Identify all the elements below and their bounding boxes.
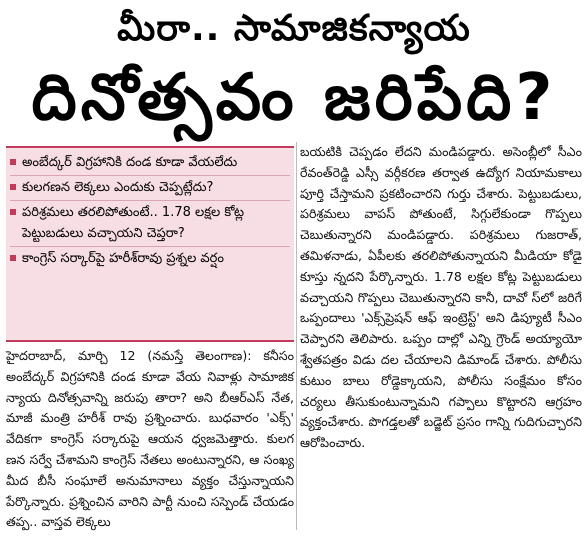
column-divider bbox=[296, 142, 297, 530]
highlight-text: పరిశ్రమలు తరలిపోతుంటే.. 1.78 లక్షల కోట్ల పెట్టుబడులు వచ్చాయని చెప్తరా? bbox=[22, 205, 245, 241]
highlight-text: కాంగ్రెస్ సర్కార్‌పై హరీశ్‌రావు ప్రశ్నల వర్షం bbox=[22, 251, 224, 266]
bullet-square-icon bbox=[10, 209, 16, 215]
headline-line-2: దినోత్సవం జరిపేది? bbox=[31, 61, 557, 135]
highlight-text: కులగణన లెక్కలు ఎందుకు చెప్పట్లేదు? bbox=[22, 180, 214, 195]
highlight-item bbox=[10, 151, 290, 176]
highlight-text: అంబేద్కర్ విగ్రహానికి దండ కూడా వేయలేదు bbox=[22, 155, 238, 170]
highlights-box bbox=[6, 146, 294, 342]
highlight-item bbox=[10, 201, 290, 247]
headline-line-1: మీరా.. సామాజికన్యాయ bbox=[117, 8, 471, 49]
article-column-left: హైదరాబాద్, మార్చి 12 (నమస్తే తెలంగాణ): కనీసం అంబేద్కర్ విగ్రహానికి దండ కూడా వేయ నివాళ్లు సామాజిక న్యాయ దినోత్సవాన్ని జరుపు తారా? అని బీఆర్ఎస్ నేత, మాజీ మంత్రి హరీశ్ రావు ప్రశ్నించారు. బుధవారం 'ఎక్స్' వేదికగా కాంగ్రెస్ సర్కారుపై ఆయన ధ్వజమెత్తారు. కులగ ణన సర్వే చేశామని కాంగ్రెస్ నేతలు అంటున్నారని, ఆ సంఖ్య మీద బీసీ సంఘాలే అనుమానాలు వ్యక్తం చేస్తున్నాయని పేర్కొన్నారు. ప్రశ్నించిన వారిని పార్టీ నుంచి సస్పెండ్ చేయడం తప్ప.. వాస్తవ లెక్కలు bbox=[6, 348, 294, 530]
bullet-square-icon bbox=[10, 159, 16, 165]
highlight-item bbox=[10, 176, 290, 201]
highlight-item bbox=[10, 247, 290, 271]
bullet-square-icon bbox=[10, 255, 16, 261]
bullet-square-icon bbox=[10, 184, 16, 190]
article-column-right: బయటికి చెప్పడం లేదని మండిపడ్డారు. అసెంబ్లీలో సీఎం రేవంత్‌రెడ్డి ఎస్సీ వర్గీకరణ తర్వాత ఉద్యోగ నియామకాలు పూర్తి చేస్తామని ప్రకటించారని గుర్తు చేశారు. పెట్టుబడులు, పరిశ్రమలు వాపస్ పోతుంటే, సిగ్గులేకుండా గొప్పలు చెబుతున్నారని మండిపడ్డారు. పరిశ్రమలు గుజరాత్, తమిళనాడు, ఏపీలకు తరలిపోతున్నాయని మీడియా కోడై కూస్తు న్నదని పేర్కొన్నారు. 1.78 లక్షల కోట్ల పెట్టుబడులు వచ్చాయని గొప్పలు చెబుతున్నారని కానీ, దావో స్‌లో జరిగే ఒప్పందాలు 'ఎక్స్‌ప్రెషన్ ఆఫ్ ఇంట్రెస్ట్' అని డిప్యూటీ సీఎం చెప్పారని తెలిపారు. ఒప్పం దాల్లో ఎన్ని గ్రౌండ్ అయ్యాయో శ్వేతపత్రం విడు దల చేయాలని డిమాండ్ చేశారు. పోలీసు కుటుం బాలు రోడ్డెక్కాయని, పోలీసు సంక్షేమం కోసం చర్యలు తీసుకుంటున్నామని గప్పాలు కొట్టారని ఆగ్రహం వ్యక్తంచేశారు. పొగడ్తలతో బడ్జెట్ ప్రసం గాన్ని గుదిగుచ్చారని ఆరోపించారు. bbox=[300, 144, 582, 451]
